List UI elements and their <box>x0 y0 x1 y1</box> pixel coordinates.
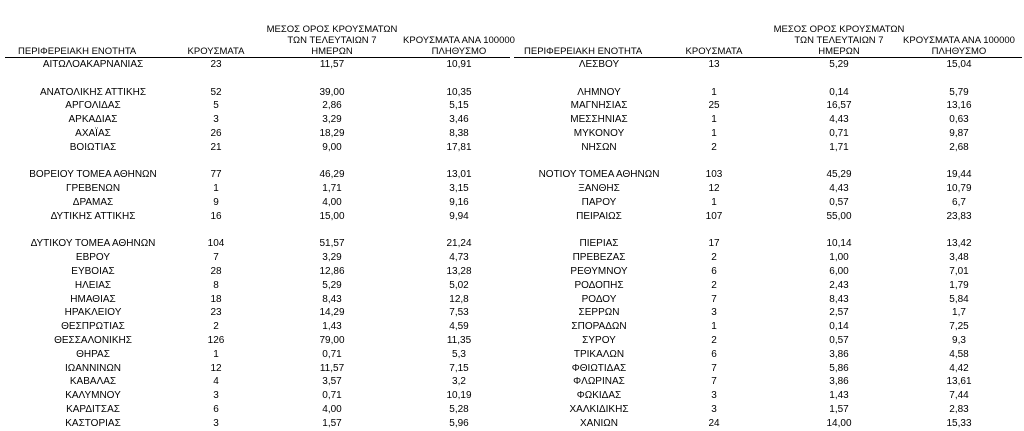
cases-value: 104 <box>207 238 225 250</box>
avg-value: 11,57 <box>319 362 345 374</box>
region-name: ΜΕΣΣΗΝΙΑΣ <box>570 114 628 126</box>
per100k-value: 8,38 <box>449 127 469 139</box>
region-name: ΠΙΕΡΙΑΣ <box>579 238 619 250</box>
region-name: ΘΕΣΣΑΛΟΝΙΚΗΣ <box>54 334 132 346</box>
per100k-value: 4,42 <box>949 362 969 374</box>
per100k-value: 5,3 <box>452 348 466 360</box>
header-per-right-line1: ΚΡΟΥΣΜΑΤΑ ΑΝΑ 100000 <box>903 35 1015 46</box>
cases-value: 126 <box>207 334 225 346</box>
avg-value: 16,57 <box>826 100 852 112</box>
avg-value: 14,00 <box>826 417 852 429</box>
cases-value: 8 <box>213 279 219 291</box>
per100k-value: 23,83 <box>946 210 972 222</box>
region-name: ΛΗΜΝΟΥ <box>577 86 621 98</box>
per100k-value: 5,02 <box>449 279 469 291</box>
per100k-value: 3,46 <box>449 114 469 126</box>
region-name: ΚΑΡΔΙΤΣΑΣ <box>66 403 120 415</box>
avg-value: 55,00 <box>826 210 852 222</box>
per100k-value: 5,96 <box>449 417 469 429</box>
header-cases-right <box>674 46 754 57</box>
cases-value: 1 <box>711 321 717 333</box>
region-name: ΡΟΔΟΠΗΣ <box>574 279 624 291</box>
per100k-value: 5,28 <box>449 403 469 415</box>
avg-value: 11,57 <box>319 59 345 70</box>
cases-value: 6 <box>711 348 717 360</box>
header-avg-right-line3: ΗΜΕΡΩΝ <box>818 46 860 57</box>
region-name: ΑΝΑΤΟΛΙΚΗΣ ΑΤΤΙΚΗΣ <box>39 86 147 98</box>
region-name: ΚΑΒΑΛΑΣ <box>69 376 117 388</box>
avg-value: 0,14 <box>829 321 849 333</box>
header-per-right-line2: ΠΛΗΘΥΣΜΟ <box>931 46 987 57</box>
cases-value: 6 <box>711 265 717 277</box>
header-avg-line1: ΜΕΣΟΣ ΟΡΟΣ ΚΡΟΥΣΜΑΤΩΝ <box>266 24 398 35</box>
region-name: ΠΕΙΡΑΙΩΣ <box>576 210 622 222</box>
cases-value: 17 <box>708 238 720 250</box>
cases-value: 26 <box>210 127 222 139</box>
region-name: ΦΛΩΡΙΝΑΣ <box>573 376 625 388</box>
per100k-value: 0,63 <box>949 114 969 126</box>
per100k-value: 9,3 <box>952 334 966 346</box>
cases-value: 6 <box>213 403 219 415</box>
avg-value: 1,71 <box>322 183 342 195</box>
region-name: ΑΙΤΩΛΟΑΚΑΡΝΑΝΙΑΣ <box>42 59 144 70</box>
avg-value: 1,57 <box>829 403 849 415</box>
avg-value: 0,71 <box>322 390 342 402</box>
per100k-value: 10,79 <box>946 183 972 195</box>
header-cases-right-text: ΚΡΟΥΣΜΑΤΑ <box>685 46 743 57</box>
per100k-value: 19,44 <box>946 169 972 181</box>
region-name: ΘΗΡΑΣ <box>76 348 110 360</box>
region-name: ΑΡΓΟΛΙΔΑΣ <box>65 100 121 112</box>
region-name: ΞΑΝΘΗΣ <box>578 183 620 195</box>
avg-value: 14,29 <box>319 307 345 319</box>
per100k-value: 5,79 <box>949 86 969 98</box>
per100k-value: 9,16 <box>449 196 469 208</box>
per100k-value: 2,83 <box>949 403 969 415</box>
avg-value: 0,14 <box>829 86 849 98</box>
avg-value: 6,00 <box>829 265 849 277</box>
header-avg <box>262 24 402 57</box>
region-name: ΕΒΡΟΥ <box>75 252 111 264</box>
cases-value: 3 <box>213 390 219 402</box>
cases-value: 3 <box>213 114 219 126</box>
avg-value: 10,14 <box>826 238 852 250</box>
per100k-value: 5,15 <box>449 100 469 112</box>
avg-value: 1,43 <box>322 321 342 333</box>
avg-value: 1,43 <box>829 390 849 402</box>
right-table <box>510 0 1024 429</box>
per100k-value: 7,53 <box>449 307 469 319</box>
avg-value: 4,43 <box>829 183 849 195</box>
header-cases <box>176 46 256 57</box>
region-name: ΣΕΡΡΩΝ <box>578 307 620 319</box>
region-name: ΑΡΚΑΔΙΑΣ <box>68 114 118 126</box>
avg-value: 0,57 <box>829 196 849 208</box>
avg-value: 2,57 <box>829 307 849 319</box>
region-name: ΧΑΛΚΙΔΙΚΗΣ <box>569 403 629 415</box>
avg-value: 2,43 <box>829 279 849 291</box>
region-name: ΣΠΟΡΑΔΩΝ <box>571 321 627 333</box>
region-name: ΔΥΤΙΚΟΥ ΤΟΜΕΑ ΑΘΗΝΩΝ <box>30 238 156 250</box>
header-region <box>18 46 168 57</box>
cases-value: 12 <box>210 362 222 374</box>
region-name: ΡΟΔΟΥ <box>581 293 617 305</box>
cases-value: 5 <box>213 100 219 112</box>
header-avg-line2: ΤΩΝ ΤΕΛΕΥΤΑΙΩΝ 7 <box>287 35 377 46</box>
avg-value: 3,57 <box>322 376 342 388</box>
cases-value: 2 <box>711 252 717 264</box>
per100k-value: 6,7 <box>952 196 966 208</box>
cases-value: 28 <box>210 265 222 277</box>
cases-value: 1 <box>711 114 717 126</box>
region-name: ΗΛΕΙΑΣ <box>74 279 112 291</box>
cases-value: 23 <box>210 307 222 319</box>
region-name: ΠΑΡΟΥ <box>581 196 617 208</box>
per100k-value: 10,91 <box>446 59 472 70</box>
region-name: ΚΑΣΤΟΡΙΑΣ <box>65 417 121 429</box>
header-per-line1: ΚΡΟΥΣΜΑΤΑ ΑΝΑ 100000 <box>403 35 515 46</box>
header-per100k-right <box>894 35 1024 57</box>
avg-value: 3,29 <box>322 252 342 264</box>
region-name: ΔΡΑΜΑΣ <box>72 196 114 208</box>
header-avg-right-line2: ΤΩΝ ΤΕΛΕΥΤΑΙΩΝ 7 <box>794 35 884 46</box>
per100k-value: 13,16 <box>946 100 972 112</box>
region-name: ΛΕΣΒΟΥ <box>578 59 620 70</box>
avg-value: 0,71 <box>829 127 849 139</box>
cases-value: 2 <box>711 279 717 291</box>
avg-value: 3,86 <box>829 376 849 388</box>
cases-value: 12 <box>708 183 720 195</box>
cases-value: 1 <box>711 86 717 98</box>
per100k-value: 5,84 <box>949 293 969 305</box>
per100k-value: 15,04 <box>946 59 972 70</box>
cases-value: 52 <box>210 86 222 98</box>
header-avg-right <box>764 24 914 57</box>
cases-value: 3 <box>213 417 219 429</box>
avg-value: 18,29 <box>319 127 345 139</box>
cases-value: 1 <box>213 183 219 195</box>
cases-value: 24 <box>708 417 720 429</box>
cases-value: 21 <box>210 141 222 153</box>
avg-value: 5,29 <box>829 59 849 70</box>
per100k-value: 7,01 <box>949 265 969 277</box>
cases-value: 7 <box>711 376 717 388</box>
avg-value: 15,00 <box>319 210 345 222</box>
per100k-value: 13,28 <box>446 265 472 277</box>
per100k-value: 2,68 <box>949 141 969 153</box>
cases-value: 3 <box>711 390 717 402</box>
region-name: ΚΑΛΥΜΝΟΥ <box>65 390 121 402</box>
cases-value: 2 <box>711 141 717 153</box>
region-name: ΑΧΑΪΑΣ <box>75 127 111 139</box>
avg-value: 3,86 <box>829 348 849 360</box>
region-name: ΦΘΙΩΤΙΔΑΣ <box>571 362 627 374</box>
avg-value: 79,00 <box>319 334 345 346</box>
header-region-text: ΠΕΡΙΦΕΡΕΙΑΚΗ ΕΝΟΤΗΤΑ <box>18 46 137 57</box>
per100k-value: 13,42 <box>946 238 972 250</box>
avg-value: 2,86 <box>322 100 342 112</box>
cases-value: 7 <box>213 252 219 264</box>
header-per100k <box>394 35 524 57</box>
avg-value: 45,29 <box>826 169 852 181</box>
cases-value: 2 <box>213 321 219 333</box>
cases-value: 16 <box>210 210 222 222</box>
avg-value: 1,00 <box>829 252 849 264</box>
region-name: ΗΜΑΘΙΑΣ <box>70 293 116 305</box>
avg-value: 0,71 <box>322 348 342 360</box>
region-name: ΜΑΓΝΗΣΙΑΣ <box>570 100 628 112</box>
avg-value: 0,57 <box>829 334 849 346</box>
per100k-value: 15,33 <box>946 417 972 429</box>
cases-value: 9 <box>213 196 219 208</box>
per100k-value: 4,58 <box>949 348 969 360</box>
per100k-value: 3,15 <box>449 183 469 195</box>
cases-value: 77 <box>210 169 222 181</box>
cases-value: 3 <box>711 403 717 415</box>
per100k-value: 13,61 <box>946 376 972 388</box>
avg-value: 4,00 <box>322 196 342 208</box>
region-name: ΝΟΤΙΟΥ ΤΟΜΕΑ ΑΘΗΝΩΝ <box>538 169 660 181</box>
cases-value: 103 <box>705 169 723 181</box>
cases-value: 23 <box>210 59 222 70</box>
region-name: ΦΩΚΙΔΑΣ <box>576 390 622 402</box>
per100k-value: 12,8 <box>449 293 469 305</box>
cases-value: 3 <box>711 307 717 319</box>
header-per-line2: ΠΛΗΘΥΣΜΟ <box>431 46 487 57</box>
region-name: ΒΟΙΩΤΙΑΣ <box>69 141 117 153</box>
cases-value: 1 <box>711 196 717 208</box>
region-name: ΓΡΕΒΕΝΩΝ <box>65 183 121 195</box>
per100k-value: 9,87 <box>949 127 969 139</box>
region-name: ΝΗΣΩΝ <box>581 141 617 153</box>
per100k-value: 7,15 <box>449 362 469 374</box>
cases-value: 18 <box>210 293 222 305</box>
region-name: ΧΑΝΙΩΝ <box>579 417 619 429</box>
header-avg-line3: ΗΜΕΡΩΝ <box>311 46 353 57</box>
per100k-value: 10,35 <box>446 86 472 98</box>
per100k-value: 4,73 <box>449 252 469 264</box>
avg-value: 46,29 <box>319 169 345 181</box>
region-name: ΣΥΡΟΥ <box>582 334 616 346</box>
region-name: ΕΥΒΟΙΑΣ <box>71 265 115 277</box>
avg-value: 5,86 <box>829 362 849 374</box>
per100k-value: 1,7 <box>952 307 966 319</box>
avg-value: 1,57 <box>322 417 342 429</box>
per100k-value: 17,81 <box>446 141 472 153</box>
cases-value: 1 <box>711 127 717 139</box>
cases-value: 107 <box>705 210 723 222</box>
region-name: ΙΩΑΝΝΙΝΩΝ <box>64 362 122 374</box>
cases-value: 1 <box>213 348 219 360</box>
region-name: ΡΕΘΥΜΝΟΥ <box>570 265 628 277</box>
per100k-value: 7,25 <box>949 321 969 333</box>
region-name: ΘΕΣΠΡΩΤΙΑΣ <box>61 321 125 333</box>
per100k-value: 1,79 <box>949 279 969 291</box>
avg-value: 3,29 <box>322 114 342 126</box>
avg-value: 1,71 <box>829 141 849 153</box>
per100k-value: 4,59 <box>449 321 469 333</box>
region-name: ΤΡΙΚΑΛΩΝ <box>573 348 625 360</box>
avg-value: 12,86 <box>319 265 345 277</box>
cases-value: 4 <box>213 376 219 388</box>
per100k-value: 10,19 <box>446 390 472 402</box>
header-region-right <box>524 46 674 57</box>
avg-value: 51,57 <box>319 238 345 250</box>
per100k-value: 9,94 <box>449 210 469 222</box>
avg-value: 4,00 <box>322 403 342 415</box>
avg-value: 5,29 <box>322 279 342 291</box>
avg-value: 9,00 <box>322 141 342 153</box>
cases-value: 7 <box>711 362 717 374</box>
avg-value: 39,00 <box>319 86 345 98</box>
per100k-value: 3,48 <box>949 252 969 264</box>
avg-value: 8,43 <box>829 293 849 305</box>
per100k-value: 3,2 <box>452 376 466 388</box>
header-avg-right-line1: ΜΕΣΟΣ ΟΡΟΣ ΚΡΟΥΣΜΑΤΩΝ <box>773 24 905 35</box>
cases-value: 25 <box>708 100 720 112</box>
region-name: ΔΥΤΙΚΗΣ ΑΤΤΙΚΗΣ <box>50 210 136 222</box>
cases-value: 7 <box>711 293 717 305</box>
per100k-value: 21,24 <box>446 238 472 250</box>
header-cases-text: ΚΡΟΥΣΜΑΤΑ <box>187 46 245 57</box>
region-name: ΒΟΡΕΙΟΥ ΤΟΜΕΑ ΑΘΗΝΩΝ <box>29 169 157 181</box>
cases-value: 13 <box>708 59 720 70</box>
avg-value: 4,43 <box>829 114 849 126</box>
region-name: ΜΥΚΟΝΟΥ <box>573 127 625 139</box>
per100k-value: 7,44 <box>949 390 969 402</box>
per100k-value: 13,01 <box>446 169 472 181</box>
per100k-value: 11,35 <box>446 334 472 346</box>
cases-value: 2 <box>711 334 717 346</box>
region-name: ΠΡΕΒΕΖΑΣ <box>572 252 626 264</box>
avg-value: 8,43 <box>322 293 342 305</box>
header-region-right-text: ΠΕΡΙΦΕΡΕΙΑΚΗ ΕΝΟΤΗΤΑ <box>524 46 643 57</box>
region-name: ΗΡΑΚΛΕΙΟΥ <box>64 307 122 319</box>
